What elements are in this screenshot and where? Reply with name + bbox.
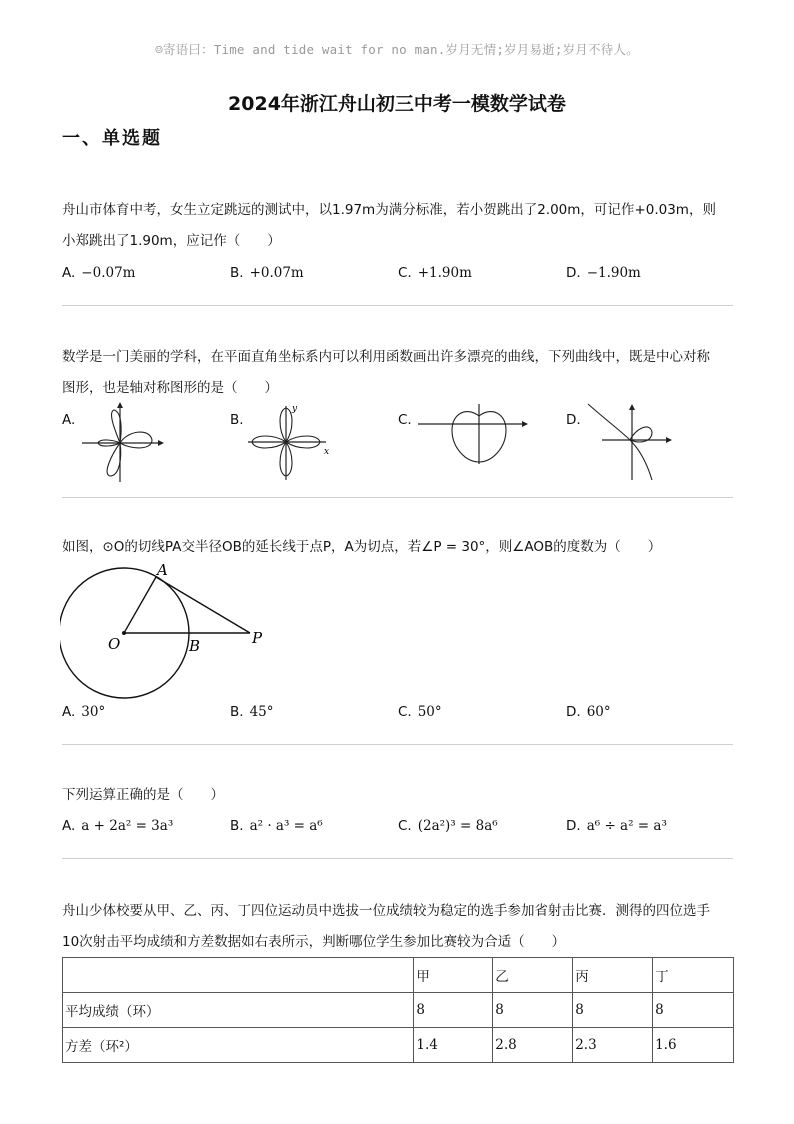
divider [62, 305, 733, 306]
q4-option-d[interactable] [566, 818, 667, 834]
option-letter: B. [230, 412, 244, 428]
option-text: 60° [586, 704, 611, 720]
question-3-line-1: 如图，⊙O的切线PA交半径OB的延长线于点P，A为切点，若∠P = 30°，则∠AOB的度数为（ ） [62, 539, 662, 555]
question-5-line-1: 舟山少体校要从甲、乙、丙、丁四位运动员中选拔一位成绩较为稳定的选手参加省射击比赛．测得的四位选手 [62, 903, 710, 919]
table-header-cell: 丁 [653, 958, 734, 993]
option-letter: A. [62, 412, 76, 428]
table-cell: 8 [414, 993, 493, 1028]
x-axis-arrow [158, 440, 164, 446]
option-letter: C. [398, 412, 412, 428]
option-letter: A. [62, 265, 76, 281]
divider [62, 858, 733, 859]
option-letter: C. [398, 704, 412, 720]
q3-option-a[interactable] [62, 704, 105, 720]
option-text: a⁶ ÷ a² = a³ [586, 818, 667, 834]
x-axis-label: x [324, 447, 330, 457]
q1-option-c[interactable] [398, 265, 472, 281]
label-p: P [252, 629, 263, 647]
table-cell: 2.3 [573, 1028, 653, 1063]
option-letter: D. [566, 265, 581, 281]
question-1-line-2: 小郑跳出了1.90m，应记作（ ） [62, 233, 281, 249]
table-header-row [63, 958, 734, 993]
option-text: +1.90m [417, 265, 472, 281]
petal [107, 443, 121, 476]
q3-option-b[interactable] [230, 704, 274, 720]
circle-tangent-figure [60, 560, 280, 700]
option-letter: C. [398, 265, 412, 281]
label-o: O [108, 635, 121, 653]
table-row [63, 993, 734, 1028]
question-3 [62, 532, 742, 563]
center-point [122, 631, 126, 635]
table-header-cell: 甲 [414, 958, 493, 993]
q3-option-d[interactable] [566, 704, 611, 720]
q2-option-c[interactable] [398, 412, 412, 428]
q4-option-a[interactable] [62, 818, 173, 834]
y-axis-arrow [117, 402, 123, 408]
q3-option-c[interactable] [398, 704, 442, 720]
option-letter: B. [230, 704, 244, 720]
option-text: 30° [81, 704, 106, 720]
option-letter: B. [230, 818, 244, 834]
question-4 [62, 780, 742, 811]
y-axis-label: y [292, 404, 298, 414]
q1-option-d[interactable] [566, 265, 641, 281]
table-header-cell: 丙 [573, 958, 653, 993]
table-cell: 8 [573, 993, 653, 1028]
question-5 [62, 896, 742, 958]
row-label: 方差（环²） [63, 1028, 414, 1063]
q2-graph-d [582, 400, 682, 485]
q1-option-a[interactable] [62, 265, 135, 281]
label-a: A [157, 561, 168, 579]
option-text: 45° [249, 704, 274, 720]
q2-option-b[interactable] [230, 412, 244, 428]
table-header-cell [63, 958, 414, 993]
question-5-line-2: 10次射击平均成绩和方差数据如右表所示，判断哪位学生参加比赛较为合适（ ） [62, 934, 566, 950]
option-text: −0.07m [81, 265, 136, 281]
question-1-line-1: 舟山市体育中考，女生立定跳远的测试中，以1.97m为满分标准，若小贺跳出了2.00m，可记作+0.03m，则 [62, 202, 716, 218]
table-header-cell: 乙 [493, 958, 573, 993]
table-cell: 2.8 [493, 1028, 573, 1063]
section-heading: 一、单选题 [62, 128, 162, 149]
q2-graph-c [414, 400, 534, 470]
table-cell: 8 [493, 993, 573, 1028]
option-letter: B. [230, 265, 244, 281]
motto-text: ☺寄语曰：Time and tide wait for no man.岁月无情;岁月易逝;岁月不待人。 [155, 42, 639, 57]
option-letter: D. [566, 704, 581, 720]
option-text: 50° [417, 704, 442, 720]
option-text: −1.90m [586, 265, 641, 281]
petal [120, 432, 152, 448]
option-letter: D. [566, 818, 581, 834]
table-cell: 1.6 [653, 1028, 734, 1063]
option-text: +0.07m [249, 265, 304, 281]
x-axis-arrow [666, 437, 672, 443]
y-axis-arrow [629, 404, 635, 410]
option-text: a² · a³ = a⁶ [249, 818, 323, 834]
question-1 [62, 195, 742, 257]
table-row [63, 1028, 734, 1063]
label-b: B [189, 637, 201, 655]
q2-graph-b [246, 400, 336, 485]
radius-oa [124, 577, 156, 633]
row-label: 平均成绩（环） [63, 993, 414, 1028]
x-axis-arrow [522, 421, 528, 427]
divider [62, 744, 733, 745]
q2-option-d[interactable] [566, 412, 581, 428]
q4-option-b[interactable] [230, 818, 323, 834]
question-4-line-1: 下列运算正确的是（ ） [62, 787, 224, 803]
q2-option-a[interactable] [62, 412, 75, 428]
option-letter: D. [566, 412, 581, 428]
option-letter: A. [62, 818, 76, 834]
score-table [62, 957, 734, 1063]
divider [62, 497, 733, 498]
option-text: a + 2a² = 3a³ [81, 818, 174, 834]
question-2 [62, 342, 742, 404]
option-letter: A. [62, 704, 76, 720]
question-2-line-2: 图形，也是轴对称图形的是（ ） [62, 380, 278, 396]
tangent-pa [156, 577, 250, 633]
table-cell: 8 [653, 993, 734, 1028]
option-letter: C. [398, 818, 412, 834]
q4-option-c[interactable] [398, 818, 498, 834]
q1-option-b[interactable] [230, 265, 304, 281]
page-title: 2024年浙江舟山初三中考一模数学试卷 [228, 93, 566, 115]
table-cell: 1.4 [414, 1028, 493, 1063]
option-text: (2a²)³ = 8a⁶ [417, 818, 498, 834]
q2-graph-a [80, 400, 170, 485]
question-2-line-1: 数学是一门美丽的学科，在平面直角坐标系内可以利用函数画出许多漂亮的曲线，下列曲线中，既是中心对称 [62, 349, 710, 365]
